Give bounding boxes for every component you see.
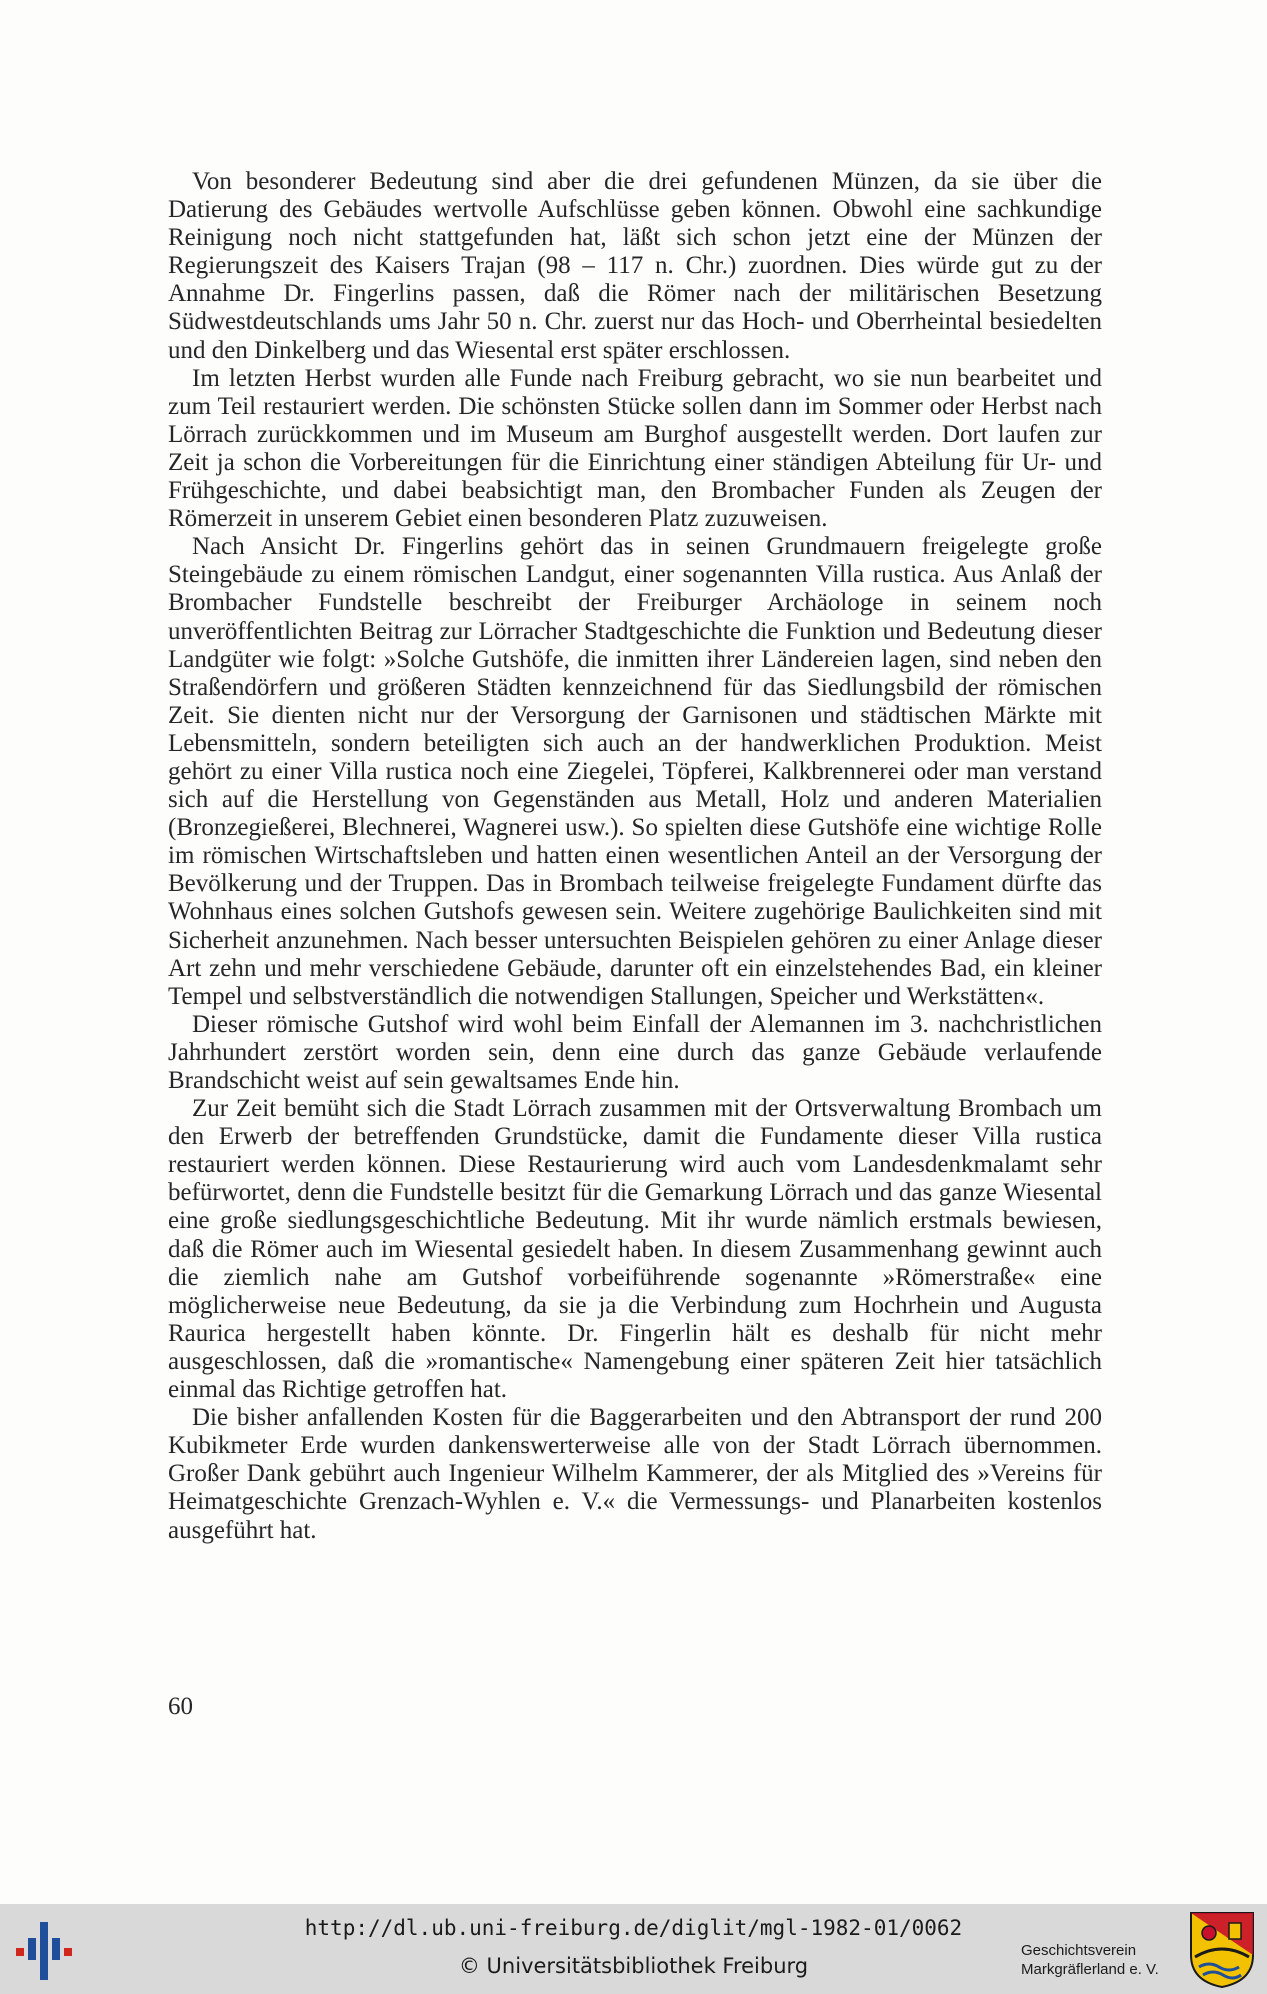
permalink-url[interactable]: http://dl.ub.uni-freiburg.de/diglit/mgl-1982-01/0062 (304, 1916, 963, 1940)
paragraph: Nach Ansicht Dr. Fingerlins gehört das in seinen Grundmauern freigelegte große Steingebäude zu einem römischen Landgut, einer sogenannten Villa rustica. Aus Anlaß der Brombacher Fundstelle beschreibt der Freiburger Archäologe in seinem noch unveröffentlichten Beitrag zur Lörracher Stadtgeschichte die Funktion und Bedeutung dieser Landgüter wie folgt: »Solche Gutshöfe, die inmitten ihrer Ländereien lagen, sind neben den Straßendörfern und größeren Städten kennzeichnend für das Siedlungsbild der römischen Zeit. Sie dienten nicht nur der Versorgung der Garnisonen und städtischen Märkte mit Lebensmitteln, sondern beteiligten sich auch an der handwerklichen Produktion. Meist gehört zu einer Villa rustica noch eine Ziegelei, Töpferei, Kalkbrennerei oder man verstand sich auf die Herstellung von Gegenständen aus Metall, Holz und anderen Materialien (Bronzegießerei, Blechnerei, Wagnerei usw.). So spielten diese Gutshöfe eine wichtige Rolle im römischen Wirtschaftsleben und hatten einen wesentlichen Anteil an der Versorgung der Bevölkerung und der Truppen. Das in Brombach teilweise freigelegte Fundament dürfte das Wohnhaus eines solchen Gutshofs gewesen sein. Weitere zugehörige Baulichkeiten sind mit Sicherheit anzunehmen. Nach besser untersuchten Beispielen gehören zu einer Anlage dieser Art zehn und mehr verschiedene Gebäude, darunter oft ein einzelstehendes Bad, ein kleiner Tempel und selbstverständlich die notwendigen Stallungen, Speicher und Werkstätten«. (168, 533, 1102, 1010)
page-number: 60 (168, 1693, 193, 1720)
coat-of-arms-icon[interactable] (1189, 1911, 1255, 1989)
paragraph: Zur Zeit bemüht sich die Stadt Lörrach zusammen mit der Ortsverwaltung Brombach um den Erwerb der betreffenden Grundstücke, damit die Fundamente dieser Villa rustica restauriert werden können. Diese Restaurierung wird auch vom Landesdenkmalamt sehr befürwortet, denn die Fundstelle besitzt für die Gemarkung Lörrach und das ganze Wiesental eine große siedlungsgeschichtliche Bedeutung. Mit ihr wurde nämlich erstmals bewiesen, daß die Römer auch im Wiesental gesiedelt haben. In diesem Zusammenhang gewinnt auch die ziemlich nahe am Gutshof vorbeiführende sogenannte »Römerstraße« eine möglicherweise neue Bedeutung, da sie ja die Verbindung zum Hochrhein und Augusta Raurica hergestellt haben könnte. Dr. Fingerlin hält es deshalb für nicht mehr ausgeschlossen, daß die »romantische« Namengebung einer späteren Zeit hier tatsächlich einmal das Richtige getroffen hat. (168, 1095, 1102, 1404)
paragraph: Von besonderer Bedeutung sind aber die drei gefundenen Münzen, da sie über die Datierung des Gebäudes wertvolle Aufschlüsse geben können. Obwohl eine sachkundige Reinigung noch nicht stattgefunden hat, läßt sich schon jetzt eine der Münzen der Regierungszeit des Kaisers Trajan (98 – 117 n. Chr.) zuordnen. Dies würde gut zu der Annahme Dr. Fingerlins passen, daß die Römer nach der militärischen Besetzung Südwestdeutschlands ums Jahr 50 n. Chr. zuerst nur das Hoch- und Oberrheintal besiedelten und den Dinkelberg und das Wiesental erst später erschlossen. (168, 168, 1102, 364)
society-line-1: Geschichtsverein (1021, 1942, 1137, 1959)
society-line-2: Markgräflerland e. V. (1021, 1961, 1159, 1978)
article-body (168, 168, 1102, 1545)
paragraph: Die bisher anfallenden Kosten für die Baggerarbeiten und den Abtransport der rund 200 Kubikmeter Erde wurden dankenswerterweise alle von der Stadt Lörrach übernommen. Großer Dank gebührt auch Ingenieur Wilhelm Kammerer, der als Mitglied des »Vereins für Heimatgeschichte Grenzach-Wyhlen e. V.« die Vermessungs- und Planarbeiten kostenlos ausgeführt hat. (168, 1404, 1102, 1544)
paragraph: Dieser römische Gutshof wird wohl beim Einfall der Alemannen im 3. nachchristlichen Jahrhundert zerstört worden sein, denn eine durch das ganze Gebäude verlaufende Brandschicht weist auf sein gewaltsames Ende hin. (168, 1010, 1102, 1094)
society-name (1021, 1941, 1159, 1979)
copyright-notice: © Universitätsbibliothek Freiburg (458, 1954, 809, 1978)
paragraph: Im letzten Herbst wurden alle Funde nach Freiburg gebracht, wo sie nun bearbeitet und zum Teil restauriert werden. Die schönsten Stücke sollen dann im Sommer oder Herbst nach Lörrach zurückkommen und im Museum am Burghof ausgestellt werden. Dort laufen zur Zeit ja schon die Vorbereitungen für die Einrichtung einer ständigen Abteilung für Ur- und Frühgeschichte, und dabei beabsichtigt man, den Brombacher Funden als Zeugen der Römerzeit in unserem Gebiet einen besonderen Platz zuzuweisen. (168, 364, 1102, 533)
digitization-footer (0, 1904, 1267, 1994)
